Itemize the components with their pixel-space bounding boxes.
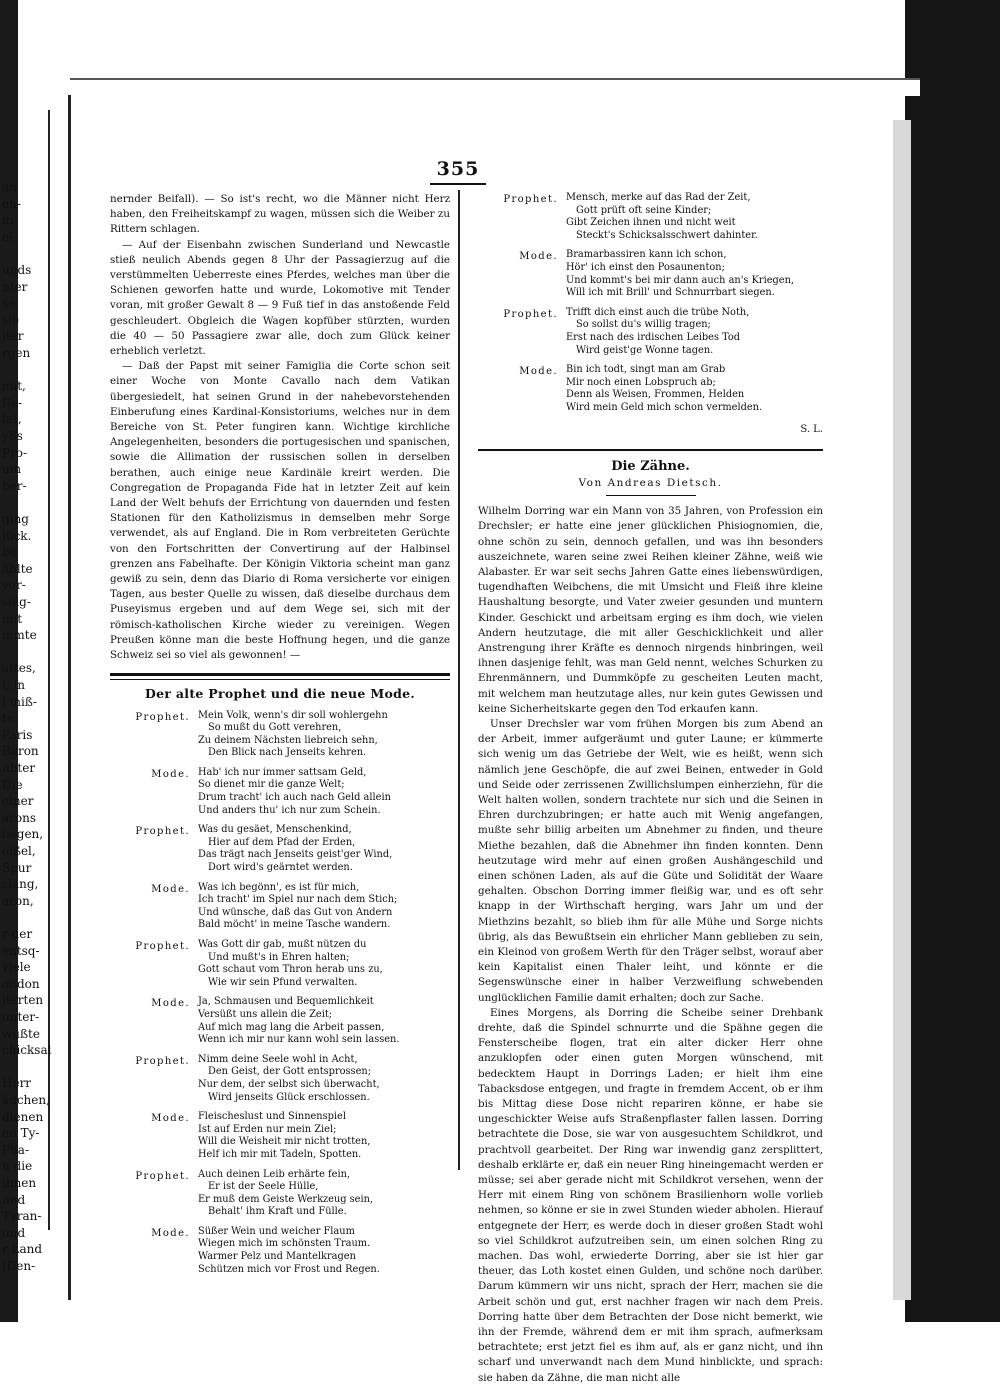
left-page-fragment: eh- [2,196,21,211]
poem-line: Ich tracht' im Spiel nur nach dem Stich; [198,894,398,906]
poem-line: Was ich begönn', es ist für mich, [198,881,360,893]
left-page-fragment: mit, [2,379,26,394]
poem-line: Wie wir sein Pfund verwalten. [208,976,358,988]
left-page-fragment: viele [2,960,31,975]
poem-stanza [110,1169,450,1219]
left-page-fragment: arons [2,810,37,825]
left-page-fragment: Die [2,777,23,792]
article-paragraph: Eines Morgens, als Dorring die Scheibe seiner Drehbank drehte, daß die Spindel schnurrte und die Spähne gegen die Fensterscheibe flogen, trat ein alter dicker Herr ohne anzuklopfen oder einen guten Morgen wünschend, mit bedecktem Haupt in Dorrings Laden; er hielt ihm eine Tabacksdose entgegen, und fragte in fremdem Accent, ob er ihm bis Mittag diese Dose nicht repariren könne, er habe sie ungeschickter Weise aufs Straßenpflaster fallen lassen. Dorring betrachtete die Dose, sie war von ausgesuchtem Schildkrot, und prachtvoll gearbeitet. Der Ring war inwendig ganz zersplittert, deshalb erklärte er, daß ein neuer Ring hineingemacht werden er müsse; sei aber gerade nicht mit Schildkrot versehen, wenn der Herr mit einem Ring von schönem Brasilienhorn wolle vorlieb nehmen, so könne er sie in zwei Stunden wieder abholen. Hierauf entgegnete der Herr, es werde doch in dieser großen Stadt wohl so viel Schildkrot aufzutreiben sein, um einen solchen Ring zu machen. Das wohl, erwiederte Dorring, aber sie ist hier gar theuer, das Loth kostet einen Gulden, und schöne noch darüber. Darum kümmern wir uns nicht, sprach der Herr, machen sie die Arbeit schön und gut, erst nachher fragen wir nach dem Preis. Dorring hatte über dem Betrachten der Dose nicht bemerkt, wie ihn der Fremde, während dem er mit ihm sprach, aufmerksam betrachtete; erst jetzt fiel es ihm auf, als er ganz nicht, und ihn scharf und unverwandt nach dem Mund hinblickte, und sprach: sie haben da Zähne, die man nicht alle [478,1006,823,1384]
speaker-label: Prophet. [135,941,190,952]
left-page-fragment: dienen [2,1109,44,1124]
left-page-fragment: entsq- [2,943,40,958]
stanza-lines [198,767,450,817]
poem-line: So dienet mir die ganze Welt; [198,779,345,791]
left-page-fragment: Paris [2,727,33,742]
left-page-fragment: unds [2,263,32,277]
speaker-label: Mode. [519,366,558,378]
article-author: Von Andreas Dietsch. [578,476,723,489]
left-page-fragment: mit [2,611,23,626]
stanza-lines [566,364,823,414]
left-page-fragment: rgen [2,346,31,360]
left-page-fragment: nter [2,279,28,294]
stanza-lines [198,1169,450,1219]
article-separator [606,495,696,496]
article-paragraph: Unser Drechsler war vom frühen Morgen bis zum Abend an der Arbeit, immer aufgeräumt und guter Laune; er kümmerte sich wenig um das Getriebe der Welt, wie es heißt, wenn sich nämlich jene Geschöpfe, die auf zwei Beinen, entweder in Gold und Seide oder zerrissenen Zwillichslumpen einherziehn, für die Welt halten wollen, sondern trachtete nur sich und die Seinen in Ehren durchzubringen; er hatte auch mit Wenig angefangen, mußte sehr billig arbeiten um Abnehmer zu finden, und theure Miethe bezahlen, daß die Abnehmer ihn finden konnten. Denn heutzutage wird mehr auf einen großen Aushängeschild und einen schönen Laden, als auf die Güte und Solidität der Waare gehalten. Obschon Dorring immer fleißig war, und es oft sehr knapp in der Wirthschaft herging, wars Jahr um und der Miethzins bezahlt, so blieb ihm für alle Mühe und Sorge nichts übrig, als das Bewußtsein ein ehrlicher Mann geblieben zu sein, ein Kleinod von großem Werth für den Träger selbst, worauf aber kein Kapitalist einen Thaler leiht, und könnte er die Segenswünsche einer in halber Verzweiflung schwebenden unglücklichen Familie damit erhalten; doch zur Sache. [478,717,823,1004]
left-page-fragment: sie [2,312,20,327]
poem-line: Hab' ich nur immer sattsam Geld, [198,766,367,778]
poem-line: Bin ich todt, singt man am Grab [566,364,726,376]
speaker-label: Mode. [151,1113,190,1125]
stanza-lines [198,882,450,932]
left-page-fragment: yßs [2,429,23,443]
article-body [478,504,823,1386]
poem-line: Behalt' ihm Kraft und Fülle. [208,1206,347,1218]
page-top-edge [70,78,920,96]
left-page-fragment: Tyran- [2,1209,42,1224]
left-page-fragment: Spur [2,860,32,875]
left-page-fragment: Pro- [2,445,28,460]
news-paragraph: nernder Beifall). — So ist's recht, wo die Männer nicht Herz haben, den Freiheitskampf zu wagen, müssen sich die Weiber zu Rittern schlagen. [110,193,450,236]
poem-line: Warmer Pelz und Mantelkragen [198,1251,356,1263]
poem-stanzas-part1 [110,710,450,1277]
stanza-lines [198,1111,450,1161]
poem-line: Nur dem, der selbst sich überwacht, [198,1078,380,1090]
left-page-fragment: ädchen, [2,1093,50,1107]
poem-stanza [478,192,823,242]
poem-line: Drum tracht' ich auch nach Geld allein [198,792,391,804]
left-page-fragment: ber- [2,478,27,493]
left-page-fragment: Re- [2,395,23,410]
speaker-label: Mode. [519,251,558,263]
poem-line: Den Blick nach Jenseits kehren. [208,747,367,759]
poem-stanza [110,824,450,874]
poem-line: Mir noch einen Lobspruch ab; [566,376,716,388]
poem-stanza [110,710,450,760]
left-page-fragment: m [2,213,14,228]
left-page-fragment: ihnen [2,1176,37,1190]
news-items [110,192,450,663]
column-divider [458,190,460,1170]
poem-title: Der alte Prophet und die neue Mode. [144,686,416,702]
scan-shadow-right [905,0,1000,1322]
poem-stanzas-part2 [478,192,823,415]
right-column [478,192,823,1386]
poem-line: Bald möcht' in meine Tasche wandern. [198,919,391,931]
speaker-label: Prophet. [135,1055,190,1067]
stanza-lines [198,824,450,874]
poem-line: Wird jenseits Glück erschlossen. [208,1091,370,1103]
speaker-label: Mode. [151,768,190,780]
poem-stanza [110,939,450,989]
speaker-label: Mode. [151,883,190,895]
article-paragraph: Wilhelm Dorring war ein Mann von 35 Jahren, von Profession ein Drechsler; er hatte eine jener glücklichen Phisiognomien, die, ohne schön zu sein, dennoch gefallen, und was ihn besonders auszeichnete, waren seine zwei Reihen kleiner Zähne, weiß wie Alabaster. Er war seit sechs Jahren Gatte eines liebenswürdigen, tugendhaften Weibchens, die mit Umsicht und Fleiß ihre kleine Haushaltung besorgte, und Vater zweier gesunden und muntern Kinder. Geschickt und arbeitsam erging es ihm doch, wie vielen Andern heutzutage, die mit aller Geschicklichkeit und aller Anstrengung ihrer Kräfte es dennoch nirgends hinbringen, weil ihnen dasjenige fehlt, was man Geld nennt, welches Schurken zu Ehrenmännern, und Dummköpfe zu gescheiten Leuten macht, mit welchem man heutzutage alles, nur kein gutes Gewissen und keine Sicherheitskarte gegen den Tod erkaufen kann. [478,505,823,715]
poem-line: Fleischeslust und Sinnenspiel [198,1111,346,1123]
speaker-label: Mode. [151,1227,190,1239]
poem-line: Hör' ich einst den Posaunenton; [566,261,725,273]
left-page-fragment: iter [2,329,24,344]
poem-line: Er muß dem Geiste Werkzeug sein, [198,1193,374,1205]
news-paragraph: — Auf der Eisenbahn zwischen Sunderland und Newcastle stieß neulich Abends gegen 8 Uhr der Passagierzug auf die verstümmelten Ueberreste eines Pferdes, welches man über die Schienen geworfen hatte und wurde, Lokomotive mit Tender voran, mit großer Gewalt 8 — 9 Fuß tief in das anstoßende Feld geschleudert. Obgleich die Wagen kopfüber stürzten, wurden die 40 — 50 Passagiere zwar alle, doch zum Glück keiner erheblich verletzt. [110,238,450,358]
stanza-lines [566,249,823,299]
poem-line: Ist auf Erden nur mein Ziel; [198,1123,337,1135]
poem-line: Zu deinem Nächsten liebreich sehn, [198,734,378,746]
poem-line: Was du gesäet, Menschenkind, [198,824,352,836]
left-page-fragment: an [2,180,17,194]
stanza-lines [198,996,450,1046]
poem-line: Steckt's Schicksalsschwert dahinter. [576,229,758,241]
poem-line: Süßer Wein und weicher Flaum [198,1225,355,1237]
poem-line: Will die Weisheit mir nicht trotten, [198,1136,371,1148]
stanza-lines [198,1226,450,1276]
stanza-lines [198,939,450,989]
poem-signature: S. L. [800,423,823,435]
left-page-fragment: te. [2,711,18,726]
poem-line: Versüßt uns allein die Zeit; [198,1008,333,1020]
left-page-fragment: wußte [2,1026,40,1041]
left-page-fragment: slag- [2,595,31,609]
stanza-lines [566,307,823,357]
left-page-fragment: r Land [2,1242,43,1257]
news-paragraph: — Daß der Papst mit seiner Famiglia die Corte schon seit einer Woche von Monte Cavallo nach dem Vatikan übergesiedelt, hat seinen Grund in der nahebevorstehenden Einberufung eines Kardinal-Konsistoriums, welches nur in dem Bereiche von St. Peter fungiren kann. Wichtige kirchliche Angelegenheiten, besonders die portugesischen und spanischen, sowie die Allimation der russischen sollen in derselben berathen, auch einige neue Kardinäle kreirt werden. Die Congregation de Propaganda Fide hat in letzter Zeit auf kein Land der Welt behufs der Errichtung von dauernden und festen Stationen für den Katholizismus in demselben mehr Sorge verwendet, als auf England. Die in Rom verbreiteten Gerüchte von den Fortschritten der Convertirung auf der Halbinsel grenzen ans Fabelhafte. Der Königin Viktoria scheint man ganz gewiß zu sein, denn das Diario di Roma versicherte vor einigen Tagen, aus bester Quelle zu wissen, daß dieselbe durchaus dem Puseyismus ergeben und auf dem Wege sei, sich mit der römisch-katholischen Kirche wieder zu vereinigen. Wegen Preußen könne man die beste Hoffnung hegen, und die ganze Schweiz sei so viel als gewonnen! — [110,360,450,662]
stanza-lines [566,192,823,242]
poem-line: Gott schaut vom Thron herab uns zu, [198,964,383,976]
poem-line: Wird geist'ge Wonne tagen. [576,344,714,356]
poem-line: Auf mich mag lang die Arbeit passen, [198,1021,385,1033]
left-page-fragment: unter- [2,1010,40,1024]
page-number: 355 [436,158,480,180]
left-page-fragment: ählte [2,561,33,576]
left-page-fragment: (Den- [2,1259,36,1273]
poem-line: Hier auf dem Pfad der Erden, [208,836,356,848]
left-page-fragment: um [2,462,22,477]
previous-page-edge [0,110,52,1273]
left-page-fragment: slang, [2,877,39,892]
poem-stanza [478,249,823,299]
poem-line: Dort wird's geärntet werden. [208,862,353,874]
poem-line: Bramarbassiren kann ich schon, [566,249,727,261]
poem-stanza [110,996,450,1046]
poem-stanza [110,1054,450,1104]
article-rule [478,449,823,451]
poem-stanza [110,1226,450,1276]
poem-stanza [478,307,823,357]
left-page-fragment: se [2,296,16,311]
left-page-fragment: Herr [2,1076,32,1091]
poem-line: Und kommt's bei mir dann auch an's Kriegen, [566,274,794,286]
article-title: Die Zähne. [611,458,690,474]
poem-line: Gott prüft oft seine Kinder; [576,204,712,216]
poem-stanza [478,364,823,414]
stanza-lines [198,710,450,760]
poem-line: Mensch, merke auf das Rad der Zeit, [566,192,751,203]
poem-stanza [110,1111,450,1161]
page-number-rule [430,183,486,185]
poem-line: Erst nach des irdischen Leibes Tod [566,331,741,343]
left-page-fragment: i, in [2,678,26,692]
poem-line: Er ist der Seele Hülle, [208,1181,319,1193]
poem-line: Und wünsche, daß das Gut von Andern [198,906,393,918]
left-page-fragment: n die [2,1159,33,1174]
left-page-fragment: lück. [2,528,32,543]
poem-line: Wird mein Geld mich schon vermelden. [566,401,763,413]
left-page-fragment: und [2,1192,26,1207]
poem-line: Wenn ich mir nur kann wohl sein lassen. [198,1034,400,1046]
poem-stanza [110,882,450,932]
poem-line: Schützen mich vor Frost und Regen. [198,1263,380,1275]
poem-line: Wiegen mich im schönsten Traum. [198,1238,371,1250]
poem-line: Und mußt's in Ehren halten; [208,951,350,963]
poem-line: Das trägt nach Jenseits geist'ger Wind, [198,849,393,861]
poem-line: Ja, Schmausen und Bequemlichkeit [198,996,374,1008]
poem-line: Auch deinen Leib erhärte fein, [198,1168,350,1180]
left-page-fragment: aron, [2,893,34,908]
left-page-fragment: en Ty- [2,1126,40,1141]
poem-line: Was Gott dir gab, mußt nützen du [198,939,367,950]
left-column [110,192,450,1283]
left-page-fragment: einer [2,794,34,809]
poem-line: Trifft dich einst auch die trübe Noth, [566,306,750,318]
poem-line: Gibt Zeichen ihnen und nicht weit [566,217,736,229]
speaker-label: Prophet. [135,711,190,723]
speaker-label: Prophet. [503,308,558,320]
left-page-fragment: ondon [2,976,40,991]
speaker-label: Prophet. [503,194,558,205]
left-page-fragment: iterten [2,993,44,1008]
left-page-fragment: el- [2,229,17,244]
poem-line: Denn als Weisen, Frommen, Helden [566,389,745,401]
left-page-fragment: mmte [2,628,37,643]
poem-stanza [110,767,450,817]
section-rule-thin [110,679,450,680]
left-page-fragment: ging [2,512,29,526]
left-page-fragment: chicksal [2,1043,52,1058]
poem-line: So mußt du Gott verehren, [208,722,342,734]
left-page-fragment: ubter [2,761,36,775]
poem-line: Und anders thu' ich nur zum Schein. [198,804,381,816]
left-page-fragment: liegen, [2,827,44,842]
left-page-fragment: attes, [2,661,36,676]
speaker-label: Prophet. [135,1170,190,1182]
speaker-label: Mode. [151,998,190,1010]
left-page-fragment: eißel, [2,844,36,858]
poem-line: Den Geist, der Gott entsprossen; [208,1066,371,1078]
left-page-fragment: l miß- [2,694,37,709]
left-page-fragment: be [2,545,17,560]
stanza-lines [198,1054,450,1104]
left-page-fragment: vor- [2,578,26,593]
poem-line: Helf ich mir mit Tadeln, Spotten. [198,1148,362,1160]
poem-line: Mein Volk, wenn's dir soll wohlergehn [198,709,388,721]
left-page-fragment: r der [2,927,33,941]
left-page-fragment: Baron [2,744,39,759]
poem-line: Will ich mit Brill' und Schnurrbart siegen. [566,287,775,299]
left-page-fragment: lat, [2,412,22,427]
poem-line: Nimm deine Seele wohl in Acht, [198,1053,358,1065]
poem-line: So sollst du's willig tragen; [576,319,711,331]
speaker-label: Prophet. [135,826,190,838]
left-page-fragment: und [2,1225,26,1240]
section-rule [110,673,450,676]
left-page-fragment: Pha- [2,1142,30,1157]
